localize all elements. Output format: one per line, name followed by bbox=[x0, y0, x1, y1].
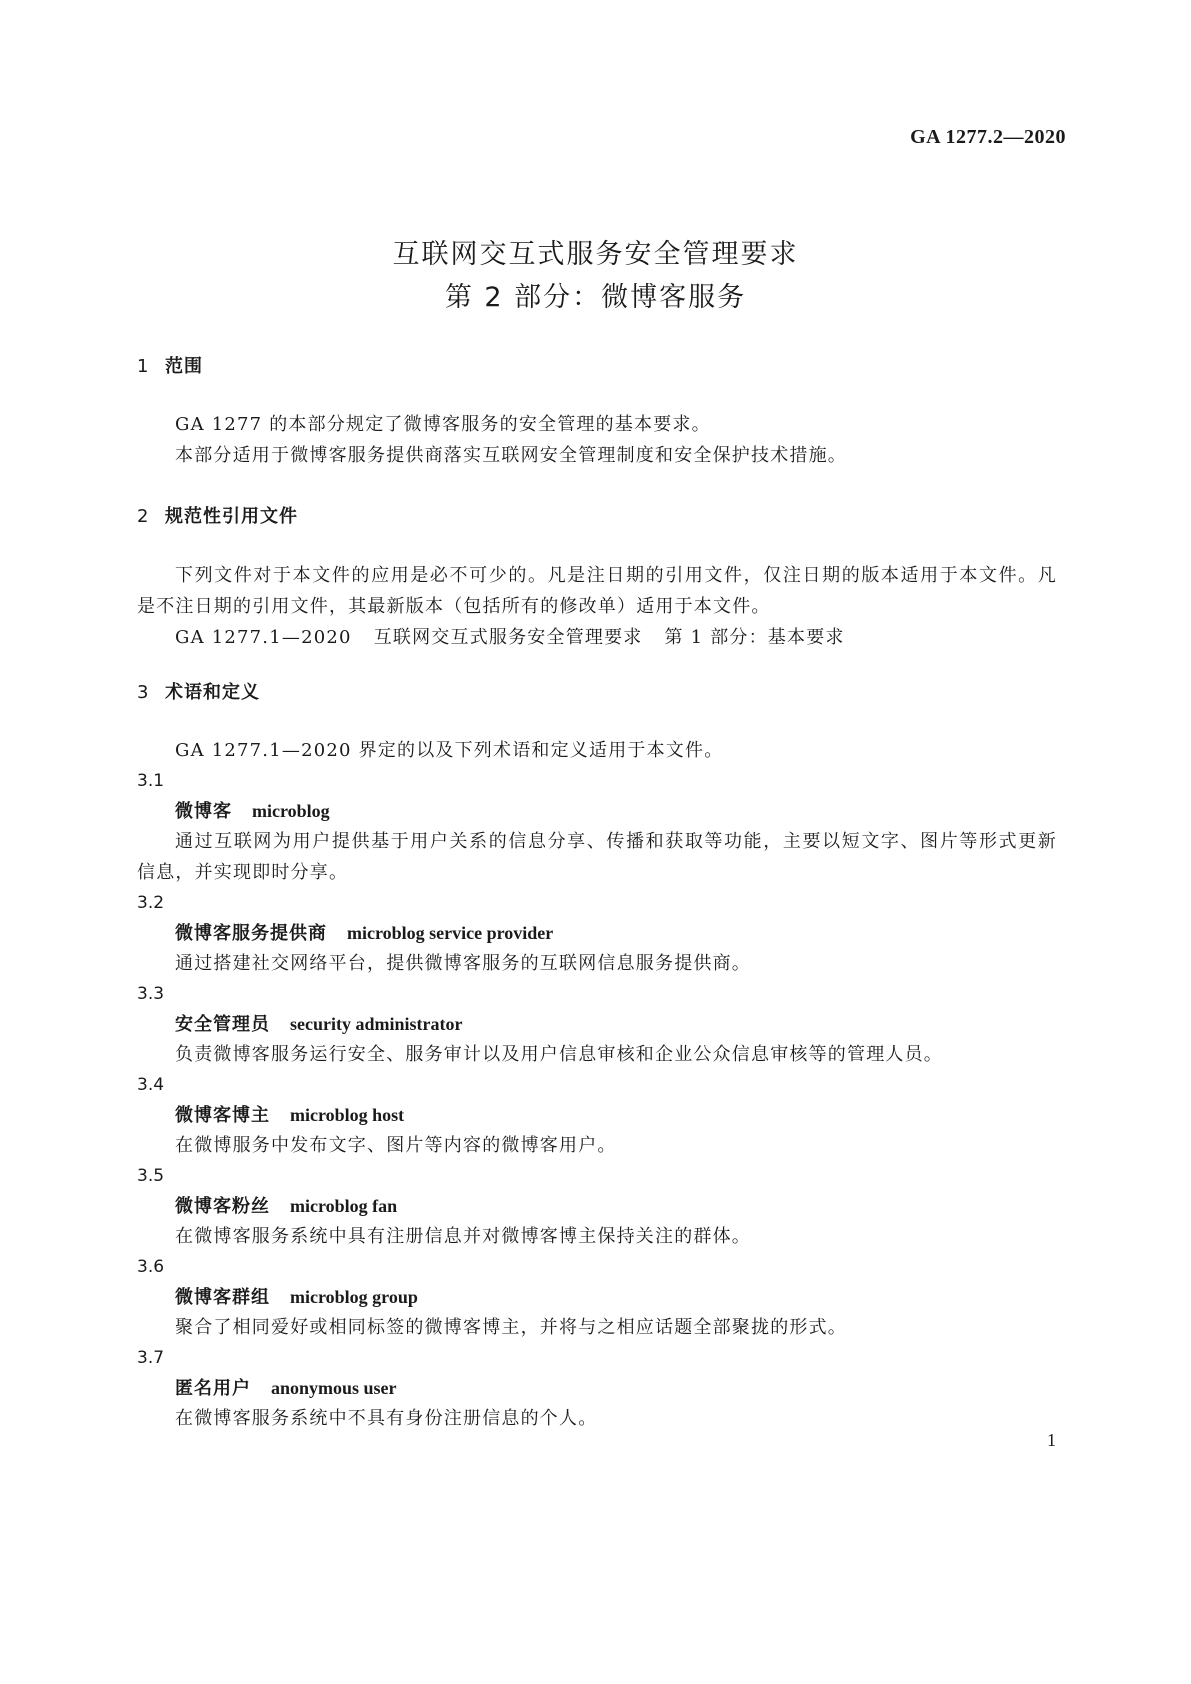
document-title: 互联网交互式服务安全管理要求 bbox=[392, 239, 799, 270]
term-chinese: 安全管理员 bbox=[175, 1014, 270, 1035]
term-number: 3.5 bbox=[137, 1166, 165, 1186]
term-english: microblog host bbox=[290, 1105, 405, 1125]
term-definition: 在微博服务中发布文字、图片等内容的微博客用户。 bbox=[175, 1135, 617, 1156]
section-scope bbox=[137, 354, 1057, 380]
term-english: microblog fan bbox=[290, 1196, 398, 1216]
section-number: 2 bbox=[137, 506, 150, 527]
term-number: 3.4 bbox=[137, 1075, 165, 1095]
term-number: 3.7 bbox=[137, 1348, 165, 1368]
term-english: anonymous user bbox=[271, 1378, 397, 1398]
normative-reference bbox=[137, 622, 1057, 653]
term-definition: 在微博客服务系统中具有注册信息并对微博客博主保持关注的群体。 bbox=[175, 1226, 751, 1247]
term-definition: 通过搭建社交网络平台，提供微博客服务的互联网信息服务提供商。 bbox=[175, 953, 751, 974]
term-chinese: 微博客群组 bbox=[175, 1287, 270, 1308]
term-heading bbox=[137, 1009, 1057, 1039]
term-heading bbox=[137, 918, 1057, 948]
paragraph: 下列文件对于本文件的应用是必不可少的。凡是注日期的引用文件，仅注日期的版本适用于本文件。凡是不注日期的引用文件，其最新版本（包括所有的修改单）适用于本文件。 bbox=[137, 565, 1057, 617]
term-number: 3.2 bbox=[137, 893, 165, 913]
section-normative bbox=[137, 504, 1057, 530]
term-english: security administrator bbox=[290, 1014, 463, 1034]
standard-code: GA 1277.2—2020 bbox=[910, 126, 1066, 148]
page-number: 1 bbox=[1047, 1430, 1056, 1450]
term-number: 3.3 bbox=[137, 984, 165, 1004]
section-heading bbox=[137, 680, 1057, 706]
section-terms bbox=[137, 680, 1057, 706]
reference-code: GA 1277.1—2020 bbox=[175, 627, 352, 648]
paragraph: 本部分适用于微博客服务提供商落实互联网安全管理制度和安全保护技术措施。 bbox=[175, 445, 847, 466]
paragraph: GA 1277 的本部分规定了微博客服务的安全管理的基本要求。 bbox=[175, 414, 711, 435]
term-entry bbox=[137, 1252, 1057, 1343]
term-chinese: 微博客粉丝 bbox=[175, 1196, 270, 1217]
section-number: 1 bbox=[137, 356, 150, 377]
term-chinese: 匿名用户 bbox=[175, 1378, 251, 1399]
term-heading bbox=[137, 1282, 1057, 1312]
section-heading bbox=[137, 504, 1057, 530]
section-heading bbox=[137, 354, 1057, 380]
document-subtitle: 第 2 部分：微博客服务 bbox=[444, 282, 747, 313]
term-number: 3.1 bbox=[137, 771, 165, 791]
term-definition: 在微博客服务系统中不具有身份注册信息的个人。 bbox=[175, 1408, 598, 1429]
term-heading bbox=[137, 796, 1057, 826]
term-chinese: 微博客服务提供商 bbox=[175, 923, 327, 944]
term-entry bbox=[137, 766, 1057, 888]
terms-body bbox=[137, 735, 1057, 1434]
term-entry bbox=[137, 1161, 1057, 1252]
term-entry bbox=[137, 1070, 1057, 1161]
term-definition: 聚合了相同爱好或相同标签的微博客博主，并将与之相应话题全部聚拢的形式。 bbox=[175, 1317, 847, 1338]
scope-body bbox=[137, 409, 1057, 471]
term-english: microblog group bbox=[290, 1287, 418, 1307]
section-title: 术语和定义 bbox=[165, 682, 260, 703]
section-title: 范围 bbox=[165, 356, 203, 377]
reference-part: 第 1 部分：基本要求 bbox=[664, 627, 845, 648]
section-title: 规范性引用文件 bbox=[165, 506, 298, 527]
term-entry bbox=[137, 888, 1057, 979]
term-chinese: 微博客 bbox=[175, 801, 232, 822]
term-heading bbox=[137, 1191, 1057, 1221]
term-definition: 负责微博客服务运行安全、服务审计以及用户信息审核和企业公众信息审核等的管理人员。 bbox=[175, 1044, 943, 1065]
term-heading bbox=[137, 1373, 1057, 1403]
term-entry bbox=[137, 1343, 1057, 1434]
term-entry bbox=[137, 979, 1057, 1070]
term-heading bbox=[137, 1100, 1057, 1130]
term-english: microblog bbox=[252, 801, 330, 821]
term-number: 3.6 bbox=[137, 1257, 165, 1277]
section-number: 3 bbox=[137, 682, 150, 703]
term-definition: 通过互联网为用户提供基于用户关系的信息分享、传播和获取等功能，主要以短文字、图片等形式更新信息，并实现即时分享。 bbox=[137, 831, 1057, 883]
reference-title: 互联网交互式服务安全管理要求 bbox=[373, 627, 643, 648]
normative-body bbox=[137, 560, 1057, 653]
paragraph: GA 1277.1—2020 界定的以及下列术语和定义适用于本文件。 bbox=[175, 740, 724, 761]
term-english: microblog service provider bbox=[347, 923, 554, 943]
term-chinese: 微博客博主 bbox=[175, 1105, 270, 1126]
